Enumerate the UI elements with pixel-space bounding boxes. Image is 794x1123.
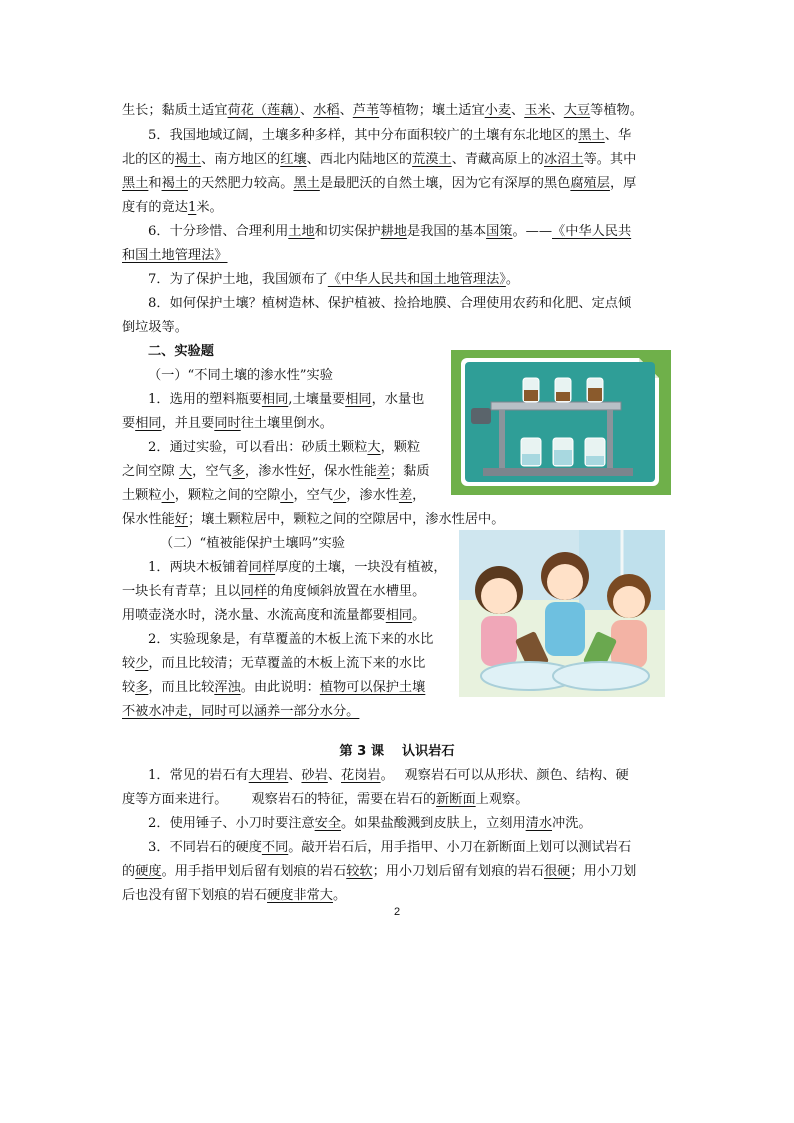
exp2-p1-line-2: 一块长有青草；且以同样的角度倾斜放置在水槽里。 [122,584,426,599]
soil-p6-line-2: 和国土地管理法》 [122,248,228,263]
soil-p6-line-1: 6．十分珍惜、合理利用土地和切实保护耕地是我国的基本国策。——《中华人民共 [148,224,632,239]
exp2-title: （二）“植被能保护土壤吗”实验 [160,536,345,551]
children-experiment-graphic [459,530,665,697]
exp1-p2-line-3: 土颗粒小，颗粒之间的空隙小，空气少，渗水性差， [122,488,426,503]
exp2-p1-line-3: 用喷壶浇水时，浇水量、水流高度和流量都要相同。 [122,608,426,623]
soil-line-1: 生长；黏质土适宜荷花（莲藕）、水稻、芦苇等植物；壤土适宜小麦、玉米、大豆等植物。 [122,103,643,118]
soil-p5-line-4: 度有的竟达1米。 [122,200,223,215]
soil-p8-line-2: 倒垃圾等。 [122,320,188,335]
exp2-p2-line-3: 较多，而且比较浑浊。由此说明：植物可以保护土壤 [122,680,426,695]
lesson3-p3-line-2: 的硬度。用手指甲划后留有划痕的岩石较软；用小刀划后留有划痕的岩石很硬；用小刀划 [122,864,637,879]
lesson3-p3-line-3: 后也没有留下划痕的岩石硬度非常大。 [122,888,347,903]
soil-p5-line-1: 5．我国地域辽阔，土壤多种多样，其中分布面积较广的土壤有东北地区的黑土、华 [148,128,632,143]
page-number: 2 [393,906,401,918]
soil-p8-line-1: 8．如何保护土壤？植树造林、保护植被、捡拾地膜、合理使用农药和化肥、定点倾 [148,296,632,311]
permeability-apparatus-graphic [451,350,671,495]
lesson3-p3-line-1: 3．不同岩石的硬度不同。敲开岩石后，用手指甲、小刀在新断面上划可以测试岩石 [148,840,632,855]
exp2-p1-line-1: 1．两块木板铺着同样厚度的土壤，一块没有植被， [148,560,447,575]
lesson3-p1-line-2: 度等方面来进行。 观察岩石的特征，需要在岩石的新断面上观察。 [122,792,529,807]
experiments-heading: 二、实验题 [148,344,214,359]
vegetation-experiment-illustration [459,530,665,697]
exp1-p2-line-1: 2．通过实验，可以看出：砂质土颗粒大，颗粒 [148,440,421,455]
lesson3-p2: 2．使用锤子、小刀时要注意安全。如果盐酸溅到皮肤上，立刻用清水冲洗。 [148,816,592,831]
exp1-p1-line-1: 1．选用的塑料瓶要相同,土壤量要相同，水量也 [148,392,425,407]
permeability-experiment-illustration [451,350,671,495]
exp1-p2-line-4: 保水性能好；壤土颗粒居中，颗粒之间的空隙居中，渗水性居中。 [122,512,505,527]
exp2-p2-line-2: 较少，而且比较清；无草覆盖的木板上流下来的水比 [122,656,426,671]
exp1-p2-line-2: 之间空隙 大，空气多，渗水性好，保水性能差；黏质 [122,464,430,479]
soil-p7: 7．为了保护土地，我国颁布了《中华人民共和国土地管理法》。 [148,272,520,287]
lesson3-p1-line-1: 1．常见的岩石有大理岩、砂岩、花岗岩。 观察岩石可以从形状、颜色、结构、硬 [148,768,629,783]
exp1-p1-line-2: 要相同，并且要同时往土壤里倒水。 [122,416,333,431]
lesson3-title: 第 3 课 认识岩石 [339,744,455,759]
soil-p5-line-3: 黑土和褐土的天然肥力较高。黑土是最肥沃的自然土壤，因为它有深厚的黑色腐殖层，厚 [122,176,637,191]
soil-p5-line-2: 北的区的褐土、南方地区的红壤、西北内陆地区的荒漠土、青藏高原上的冰沼土等。其中 [122,152,637,167]
exp2-p2-line-1: 2．实验现象是，有草覆盖的木板上流下来的水比 [148,632,434,647]
exp2-p2-line-4: 不被水冲走，同时可以涵养一部分水分。 [122,704,360,719]
exp1-title: （一）“不同土壤的渗水性”实验 [148,368,333,383]
